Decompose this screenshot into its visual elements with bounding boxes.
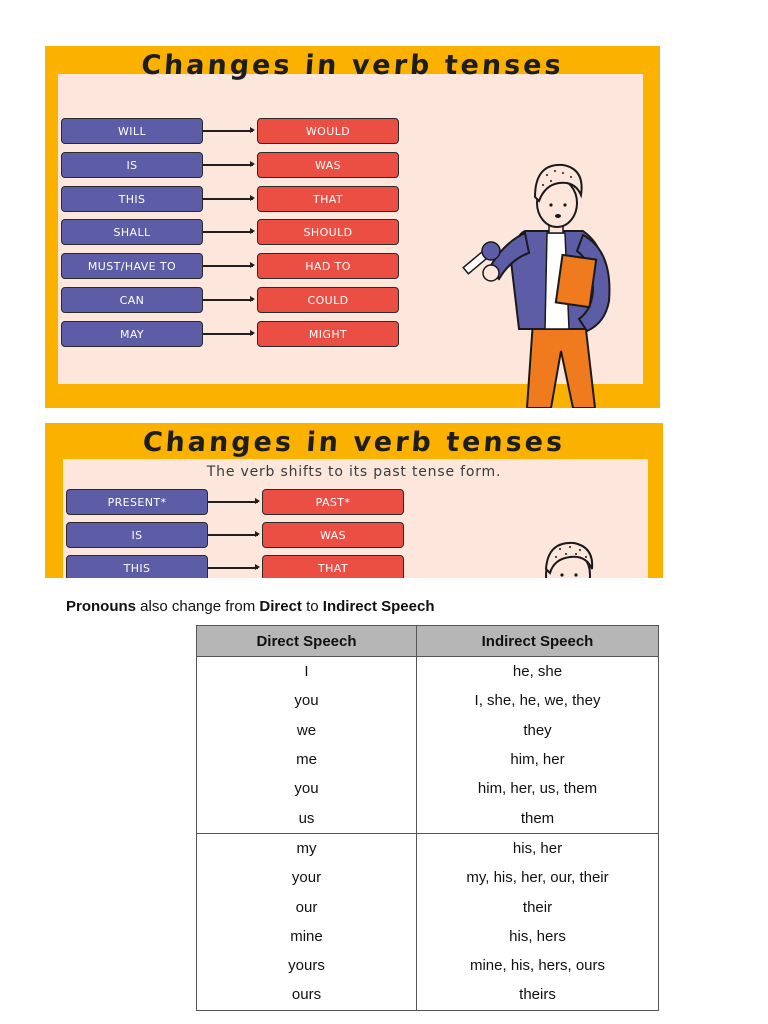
caption-bold-indirect: Indirect Speech (322, 598, 435, 615)
tense-pair (66, 555, 406, 578)
reporter-illustration (455, 151, 635, 408)
direct-verb-box: IS (61, 152, 203, 178)
slide-title: Changes in verb tenses (140, 50, 565, 81)
indirect-verb-box: WAS (262, 522, 404, 548)
slide-verb-tenses-1 (45, 46, 660, 408)
direct-pronoun-cell: you (197, 686, 417, 715)
tense-pair (61, 219, 401, 245)
table-row (197, 657, 659, 687)
direct-verb-box: CAN (61, 287, 203, 313)
indirect-pronoun-cell: their (417, 892, 659, 921)
direct-verb-box: SHALL (61, 219, 203, 245)
indirect-pronoun-cell: mine, his, hers, ours (417, 951, 659, 980)
arrow-icon (208, 501, 258, 503)
indirect-verb-box: HAD TO (257, 253, 399, 279)
table-row (197, 716, 659, 745)
indirect-pronoun-cell: theirs (417, 980, 659, 1010)
indirect-pronoun-cell: him, her, us, them (417, 774, 659, 803)
table-header-row (197, 626, 659, 657)
direct-pronoun-cell: your (197, 863, 417, 892)
arrow-icon (203, 231, 253, 233)
tense-pair (61, 118, 401, 144)
direct-verb-box: THIS (61, 186, 203, 212)
direct-verb-box: MAY (61, 321, 203, 347)
table-row (197, 745, 659, 774)
indirect-verb-box: THAT (257, 186, 399, 212)
tense-pair (66, 522, 406, 548)
indirect-verb-box: WAS (257, 152, 399, 178)
slide-verb-tenses-2 (45, 423, 663, 578)
table-row (197, 833, 659, 863)
direct-verb-box: PRESENT* (66, 489, 208, 515)
table-row (197, 863, 659, 892)
table-row (197, 980, 659, 1010)
direct-pronoun-cell: my (197, 833, 417, 863)
direct-pronoun-cell: ours (197, 980, 417, 1010)
indirect-pronoun-cell: he, she (417, 657, 659, 687)
arrow-icon (203, 198, 253, 200)
direct-pronoun-cell: us (197, 803, 417, 833)
reporter-head-partial (540, 539, 600, 578)
direct-pronoun-cell: our (197, 892, 417, 921)
table-row (197, 922, 659, 951)
direct-verb-box: MUST/HAVE TO (61, 253, 203, 279)
table-row (197, 803, 659, 833)
arrow-icon (203, 130, 253, 132)
arrow-icon (203, 333, 253, 335)
indirect-pronoun-cell: him, her (417, 745, 659, 774)
direct-pronoun-cell: me (197, 745, 417, 774)
indirect-pronoun-cell: they (417, 716, 659, 745)
direct-pronoun-cell: I (197, 657, 417, 687)
arrow-icon (203, 299, 253, 301)
table-row (197, 892, 659, 921)
tense-pair (61, 287, 401, 313)
pronoun-table (196, 625, 659, 1011)
indirect-verb-box: WOULD (257, 118, 399, 144)
direct-pronoun-cell: yours (197, 951, 417, 980)
slide-title: Changes in verb tenses (141, 427, 567, 458)
column-header-indirect: Indirect Speech (417, 626, 659, 657)
caption-bold-direct: Direct (259, 598, 302, 615)
indirect-verb-box: SHOULD (257, 219, 399, 245)
arrow-icon (203, 164, 253, 166)
pronoun-caption (66, 598, 435, 615)
tense-pair (61, 186, 401, 212)
direct-verb-box: WILL (61, 118, 203, 144)
column-header-direct: Direct Speech (197, 626, 417, 657)
table-row (197, 774, 659, 803)
indirect-verb-box: PAST* (262, 489, 404, 515)
arrow-icon (208, 567, 258, 569)
tense-pair (66, 489, 406, 515)
indirect-verb-box: MIGHT (257, 321, 399, 347)
tense-pair (61, 152, 401, 178)
caption-text: to (301, 598, 323, 615)
caption-bold-pronouns: Pronouns (66, 598, 136, 615)
arrow-icon (203, 265, 253, 267)
direct-pronoun-cell: we (197, 716, 417, 745)
caption-text: also change from (136, 598, 260, 615)
direct-pronoun-cell: mine (197, 922, 417, 951)
tense-pair (61, 321, 401, 347)
indirect-pronoun-cell: my, his, her, our, their (417, 863, 659, 892)
direct-verb-box: IS (66, 522, 208, 548)
indirect-pronoun-cell: I, she, he, we, they (417, 686, 659, 715)
direct-verb-box: THIS (66, 555, 208, 578)
arrow-icon (208, 534, 258, 536)
table-row (197, 951, 659, 980)
tense-pair (61, 253, 401, 279)
indirect-pronoun-cell: his, her (417, 833, 659, 863)
indirect-verb-box: THAT (262, 555, 404, 578)
indirect-pronoun-cell: them (417, 803, 659, 833)
direct-pronoun-cell: you (197, 774, 417, 803)
indirect-verb-box: COULD (257, 287, 399, 313)
indirect-pronoun-cell: his, hers (417, 922, 659, 951)
table-row (197, 686, 659, 715)
slide-subtitle: The verb shifts to its past tense form. (206, 464, 502, 480)
